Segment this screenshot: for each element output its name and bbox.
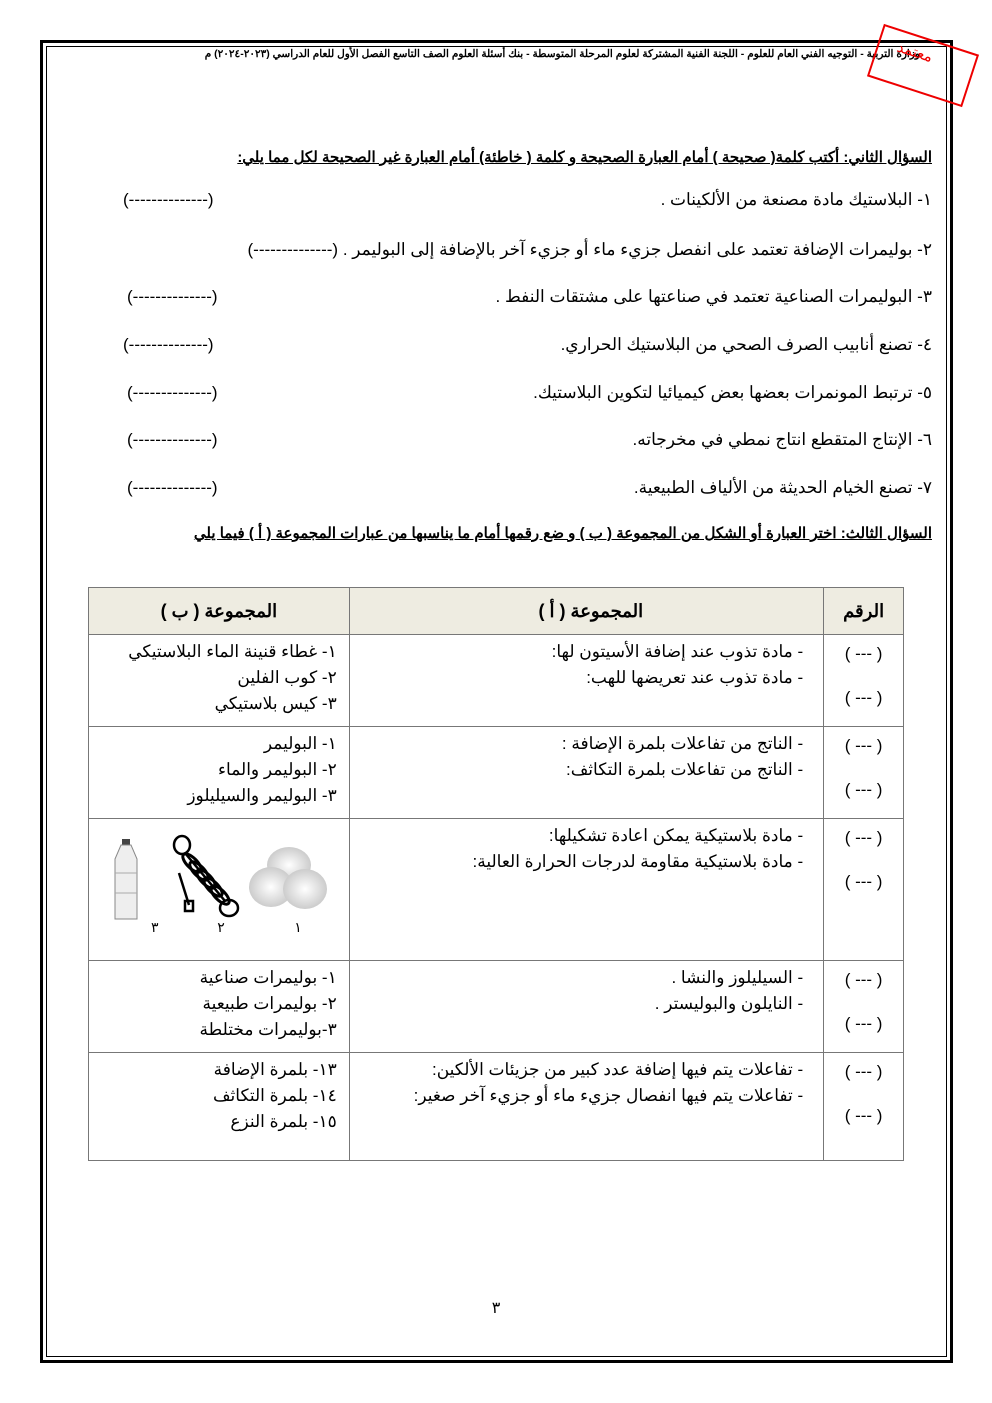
group-b-item: ٢- البوليمر والماء [218, 760, 337, 779]
image-label-1: ١ [294, 919, 302, 935]
answer-blank[interactable]: ( --- ) [844, 688, 883, 707]
group-a-item: - السيليلوز والنشا . [671, 968, 804, 987]
statement-3: ٣- البوليمرات الصناعية تعتمد في صناعتها على مشتقات النفط . [495, 287, 932, 306]
answer-blank[interactable]: ( --- ) [844, 828, 883, 847]
group-b-item: ١٤- بلمرة التكاثف [212, 1086, 337, 1105]
group-b-item: ١٣- بلمرة الإضافة [213, 1060, 337, 1079]
group-b-cell [89, 961, 350, 1053]
group-a-item: - مادة بلاستيكية يمكن اعادة تشكيلها: [548, 826, 804, 845]
group-b-cell [89, 635, 350, 727]
question-2-title: السؤال الثاني: أكتب كلمة( صحيحة ) أمام العبارة الصحيحة و كلمة ( خاطئة) أمام العبارة غير الصحيحة لكل مما يلي: [237, 149, 932, 166]
group-a-item: - تفاعلات يتم فيها إضافة عدد كبير من جزيئات الألكين: [432, 1060, 804, 1079]
group-b-cell [89, 727, 350, 819]
group-a-cell [349, 727, 823, 819]
group-a-item: - الناتج من تفاعلات بلمرة التكاثف: [565, 760, 804, 779]
header-group-b: المجموعة ( ب ) [89, 588, 350, 635]
answer-blank[interactable]: (--------------) [123, 190, 214, 209]
statement-6: ٦- الإنتاج المتقطع انتاج نمطي في مخرجاته. [632, 430, 932, 449]
group-b-item: ٣- كيس بلاستيكي [214, 694, 337, 713]
table-row [89, 819, 904, 961]
answer-blank[interactable]: ( --- ) [844, 736, 883, 755]
group-a-item: - النايلون والبوليستر . [654, 994, 804, 1013]
table-row [89, 635, 904, 727]
cotton-balls-icon [249, 843, 329, 913]
answer-blank[interactable]: ( --- ) [844, 1014, 883, 1033]
statement-2: ٢- بوليمرات الإضافة تعتمد على انفصل جزيء ماء أو جزيء آخر بالإضافة إلى البوليمر . (--------------) [247, 240, 932, 259]
answer-cell [824, 961, 904, 1053]
statement-1: ١- البلاستيك مادة مصنعة من الألكينات . [660, 190, 932, 209]
table-row [89, 727, 904, 819]
answer-blank[interactable]: (--------------) [123, 335, 214, 354]
page-number: ٣ [491, 1298, 501, 1317]
answer-blank[interactable]: (--------------) [127, 287, 218, 306]
answer-cell [824, 727, 904, 819]
electric-cable-icon [167, 833, 242, 918]
approved-stamp: معتمد [867, 24, 979, 107]
answer-blank[interactable]: ( --- ) [844, 872, 883, 891]
statement-4: ٤- تصنع أنابيب الصرف الصحي من البلاستيك الحراري. [560, 335, 932, 354]
answer-blank[interactable]: ( --- ) [844, 1062, 883, 1081]
group-a-item: - مادة بلاستيكية مقاومة لدرجات الحرارة العالية: [472, 852, 804, 871]
answer-cell [824, 1053, 904, 1161]
group-b-item: ١- غطاء قنينة الماء البلاستيكي [128, 642, 337, 661]
group-b-cell [89, 1053, 350, 1161]
group-b-item: ٣-بوليمرات مختلطة [199, 1020, 337, 1039]
group-a-cell [349, 1053, 823, 1161]
group-b-item: ١- بوليمرات صناعية [199, 968, 337, 987]
answer-blank[interactable]: ( --- ) [844, 1106, 883, 1125]
group-a-cell [349, 961, 823, 1053]
answer-blank[interactable]: ( --- ) [844, 970, 883, 989]
table-row [89, 1053, 904, 1161]
answer-blank[interactable]: (--------------) [127, 478, 218, 497]
header-number: الرقم [824, 588, 904, 635]
answer-blank[interactable]: (--------------) [247, 240, 343, 259]
answer-blank[interactable]: ( --- ) [844, 644, 883, 663]
group-b-item: ١٥- بلمرة النزع [230, 1112, 337, 1131]
group-b-item: ٢- كوب الفلين [237, 668, 337, 687]
page-header: وزارة التربية - التوجيه الفني العام للعلوم - اللجنة الفنية المشتركة لعلوم المرحلة المتوسطة - بنك أسئلة العلوم الصف التاسع الفصل الأول للعام الدراسي (٢٠٢٣-٢٠٢٤) م [204, 48, 920, 60]
group-b-cell [89, 819, 350, 961]
group-a-item: - مادة تذوب عند تعريضها للهب: [586, 668, 804, 687]
matching-table [88, 587, 904, 1161]
group-a-item: - الناتج من تفاعلات بلمرة الإضافة : [561, 734, 804, 753]
group-b-item: ٢- بوليمرات طبيعية [202, 994, 337, 1013]
group-b-item: ١- البوليمر [263, 734, 337, 753]
plastic-bottle-icon [111, 837, 141, 922]
group-a-item: - تفاعلات يتم فيها انفصال جزيء ماء أو جزيء آخر صغير: [413, 1086, 804, 1105]
header-group-a: المجموعة ( أ ) [349, 588, 823, 635]
table-row [89, 961, 904, 1053]
statement-7: ٧- تصنع الخيام الحديثة من الألياف الطبيعية. [633, 478, 932, 497]
image-label-3: ٣ [151, 919, 159, 935]
group-b-item: ٣- البوليمر والسيليلوز [187, 786, 337, 805]
group-a-cell [349, 635, 823, 727]
answer-cell [824, 635, 904, 727]
answer-blank[interactable]: (--------------) [127, 430, 218, 449]
question-3-title: السؤال الثالث: اختر العبارة أو الشكل من المجموعة ( ب ) و ضع رقمها أمام ما يناسبها من عبارات المجموعة ( أ ) فيما يلي [193, 525, 932, 542]
statement-5: ٥- ترتبط المونمرات بعضها بعض كيميائيا لتكوين البلاستيك. [533, 383, 932, 402]
answer-blank[interactable]: ( --- ) [844, 780, 883, 799]
image-label-2: ٢ [217, 919, 225, 935]
group-a-item: - مادة تذوب عند إضافة الأسيتون لها: [551, 642, 804, 661]
answer-blank[interactable]: (--------------) [127, 383, 218, 402]
group-a-cell [349, 819, 823, 961]
group-b-images [101, 823, 337, 955]
answer-cell [824, 819, 904, 961]
